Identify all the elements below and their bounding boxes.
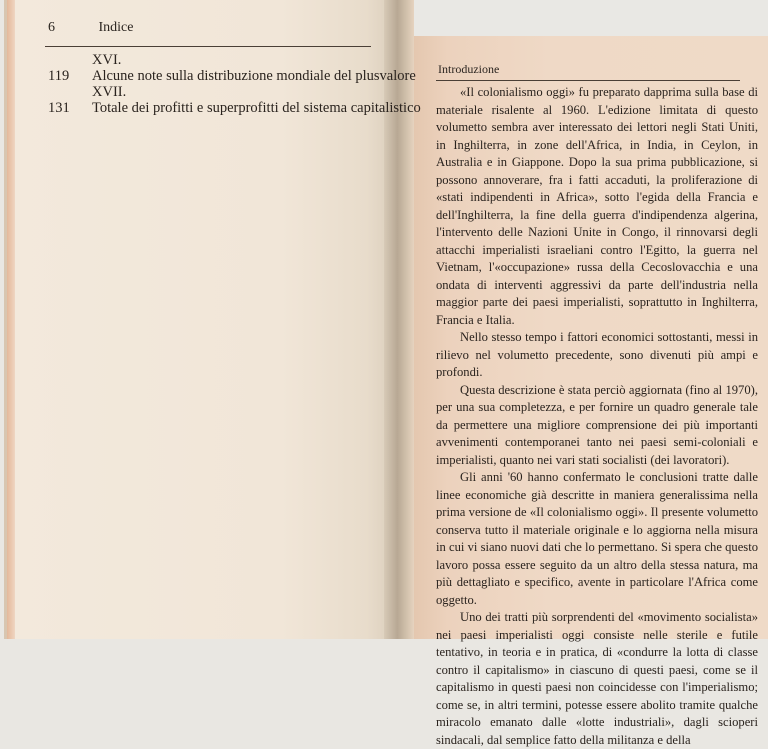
header-rule [45,46,371,47]
toc-title: Totale dei profitti e superprofitti del sistema capitalistico [92,100,421,116]
paragraph: Gli anni '60 hanno confermato le conclusioni tratte dalle linee economiche già descritte in maniera generalissima nella prima versione de «Il colonialismo oggi». Il presente volumetto conserva tutto il materiale originale e lo aggiorna nella misura in cui vi siano nuovi dati che lo permettano. Si spera che questo lavoro possa essere seguito da un altro della stessa natura, ma più dettagliato e specifico, avente in particolare l'Africa come oggetto. [436,470,758,607]
table-of-contents [48,52,421,116]
paragraph: Nello stesso tempo i fattori economici sottostanti, messi in rilievo nel volumetto precedente, sono divenuti più ampi e profondi. [436,330,758,379]
header-rule [436,80,740,81]
page-number: 6 [48,20,55,35]
book-gutter [384,0,414,639]
toc-page-number: 119 [48,68,70,84]
toc-title: Alcune note sulla distribuzione mondiale del plusvalore [92,68,416,84]
paragraph: Uno dei tratti più sorprendenti del «movimento socialista» nei paesi imperialisti oggi consiste nelle sterile e futile tentativo, in teoria e in pratica, di «condurre la lotta di classe contro il capitalismo» in ciascuno di questi paesi, come se il capitalismo in questi paesi non coincidesse con l'imperialismo; come se, in altri termini, potesse essere abolito tramite qualche miracolo emanato dalle «lotte industriali», dagli scioperi sindacali, dal semplice fatto della militanza e della [436,610,758,747]
toc-title: XVI. [92,52,122,68]
toc-entry [48,100,421,116]
toc-page-number: 131 [48,100,70,116]
toc-title: XVII. [92,84,127,100]
paragraph: Questa descrizione è stata perciò aggiornata (fino al 1970), per una sua completezza, e per fornire un quadro generale tale da permettere una migliore comprensione dei più importanti avvenimenti contemporanei tanto nei paesi semi-coloniali e imperialisti, quanto nei vari stati socialisti (dei lavoratori). [436,382,758,467]
toc-entry [48,68,416,84]
running-title: Indice [98,20,134,35]
right-page-header: Introduzione [438,62,500,76]
toc-entry [48,84,378,100]
left-page-header [48,20,133,36]
page-edge [7,0,15,639]
introduction-text [436,84,758,749]
background-surface [392,0,768,40]
toc-entry [48,52,378,68]
paragraph: «Il colonialismo oggi» fu preparato dapprima sulla base di materiale risalente al 1960. L'edizione limitata di questo volumetto sembra aver interessato dei lettori negli Stati Uniti, in Inghilterra, in zone dell'Africa, in India, in Ceylon, in Australia e in Giappone. Dopo la sua prima pubblicazione, si possono annoverare, fra i fatti accaduti, la proliferazione di «stati indipendenti in Africa», sotto l'egida della Francia e dell'Inghilterra, la fine della guerra d'indipendenza algerina, l'intervento delle Nazioni Unite in Congo, il rinnovarsi degli attacchi imperialisti israeliani contro l'Egitto, la guerra nel Vietnam, l'«occupazione» russa della Cecoslovacchia e una ondata di interventi aggressivi da parte dell'industria nella maggior parte dei paesi imperialisti, soprattutto in Inghilterra, Francia e Italia. [436,85,758,327]
